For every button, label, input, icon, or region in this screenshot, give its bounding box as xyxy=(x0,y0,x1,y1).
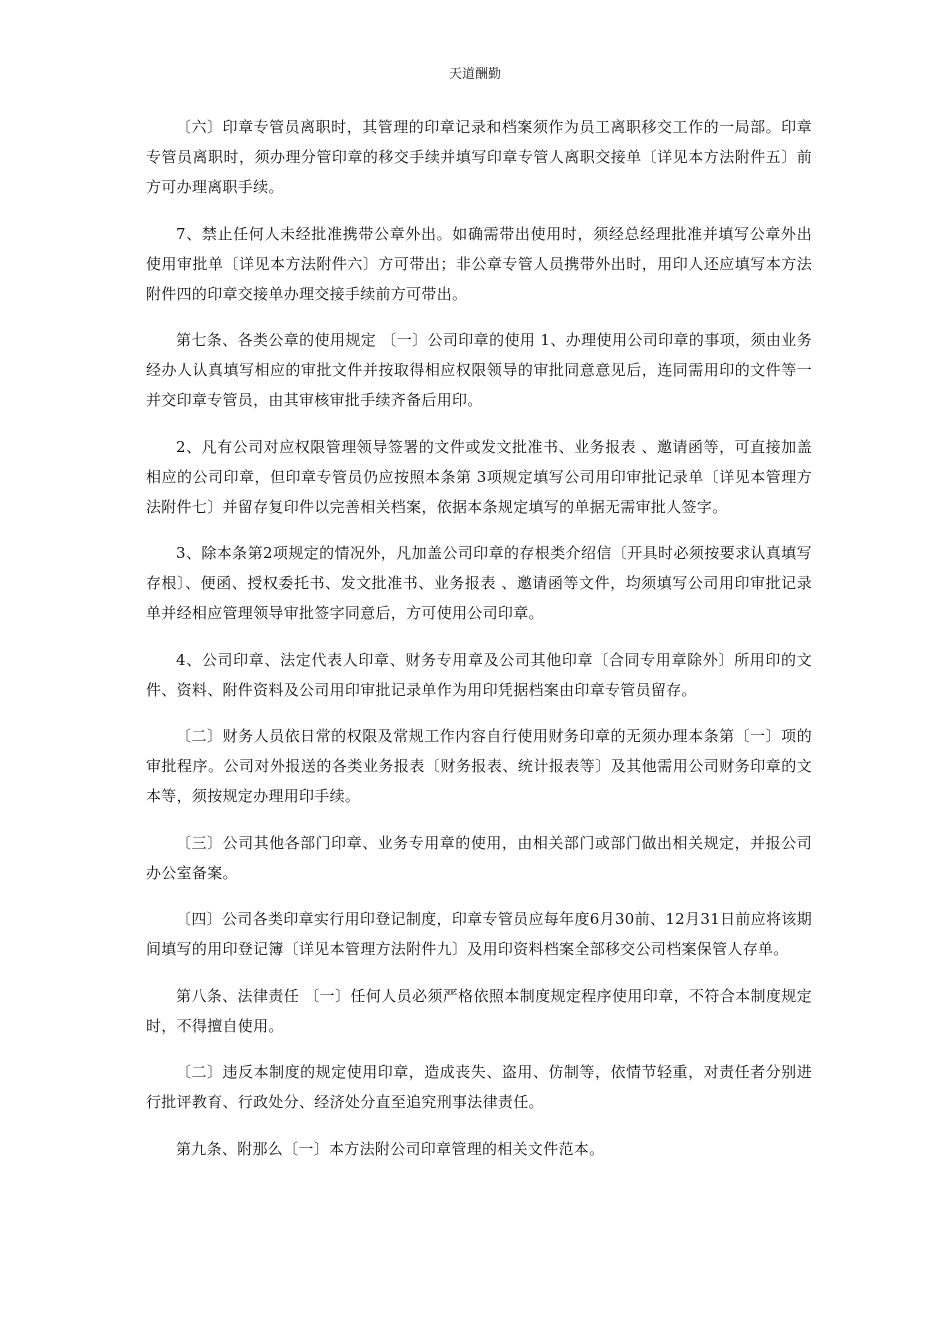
page-header xyxy=(0,66,950,84)
paragraph-9: 〔四〕公司各类印章实行用印登记制度，印章专管员应每年度6月30前、12月31日前应将该期间填写的用印登记簿〔详见本管理方法附件九〕及用印资料档案全部移交公司档案保管人存单。 xyxy=(146,910,812,958)
header-title: 天道酬勤 xyxy=(448,67,501,82)
paragraph-2: 7、禁止任何人未经批准携带公章外出。如确需带出使用时，须经总经理批准并填写公章外出使用审批单〔详见本方法附件六〕方可带出；非公章专管人员携带外出时，用印人还应填写本方法附件四的印章交接单办理交接手续前方可带出。 xyxy=(146,224,812,303)
paragraph-8: 〔三〕公司其他各部门印章、业务专用章的使用，由相关部门或部门做出相关规定，并报公司办公室备案。 xyxy=(146,833,812,882)
paragraph-6: 4、公司印章、法定代表人印章、财务专用章及公司其他印章〔合同专用章除外〕所用印的文件、资料、附件资料及公司用印审批记录单作为用印凭据档案由印章专管员留存。 xyxy=(146,650,812,699)
paragraph-10: 第八条、法律责任 〔一〕任何人员必须严格依照本制度规定程序使用印章，不符合本制度规定时，不得擅自使用。 xyxy=(146,986,812,1035)
paragraph-7: 〔二〕财务人员依日常的权限及常规工作内容自行使用财务印章的无须办理本条第〔一〕项的审批程序。公司对外报送的各类业务报表〔财务报表、统计报表等〕及其他需用公司财务印章的文本等，须按规定办理用印手续。 xyxy=(146,727,812,805)
paragraph-5: 3、除本条第2项规定的情况外，凡加盖公司印章的存根类介绍信〔开具时必须按要求认真填写存根〕、便函、授权委托书、发文批准书、业务报表 、邀请函等文件，均须填写公司用印审批记录单并经相应管理领导审批签字同意后，方可使用公司印章。 xyxy=(146,544,812,622)
paragraph-3: 第七条、各类公章的使用规定 〔一〕公司印章的使用 1、办理使用公司印章的事项，须由业务经办人认真填写相应的审批文件并按取得相应权限领导的审批同意意见后，连同需用印的文件等一并交印章专管员，由其审核审批手续齐备后用印。 xyxy=(146,331,812,409)
paragraph-11: 〔二〕违反本制度的规定使用印章，造成丧失、盗用、仿制等，依情节轻重，对责任者分别进行批评教育、行政处分、经济处分直至追究刑事法律责任。 xyxy=(146,1063,812,1111)
paragraph-12: 第九条、附那么〔一〕本方法附公司印章管理的相关文件范本。 xyxy=(176,1139,605,1158)
document-body xyxy=(146,112,812,1180)
paragraph-4: 2、凡有公司对应权限管理领导签署的文件或发文批准书、业务报表 、邀请函等，可直接加盖相应的公司印章，但印章专管员仍应按照本条第 3项规定填写公司用印审批记录单〔详见本管理方法附件七〕并留存复印件以完善相关档案，依据本条规定填写的单据无需审批人签字。 xyxy=(146,437,812,516)
paragraph-1: 〔六〕印章专管员离职时，其管理的印章记录和档案须作为员工离职移交工作的一局部。印章专管员离职时，须办理分管印章的移交手续并填写印章专管人离职交接单〔详见本方法附件五〕前方可办理离职手续。 xyxy=(146,118,812,196)
